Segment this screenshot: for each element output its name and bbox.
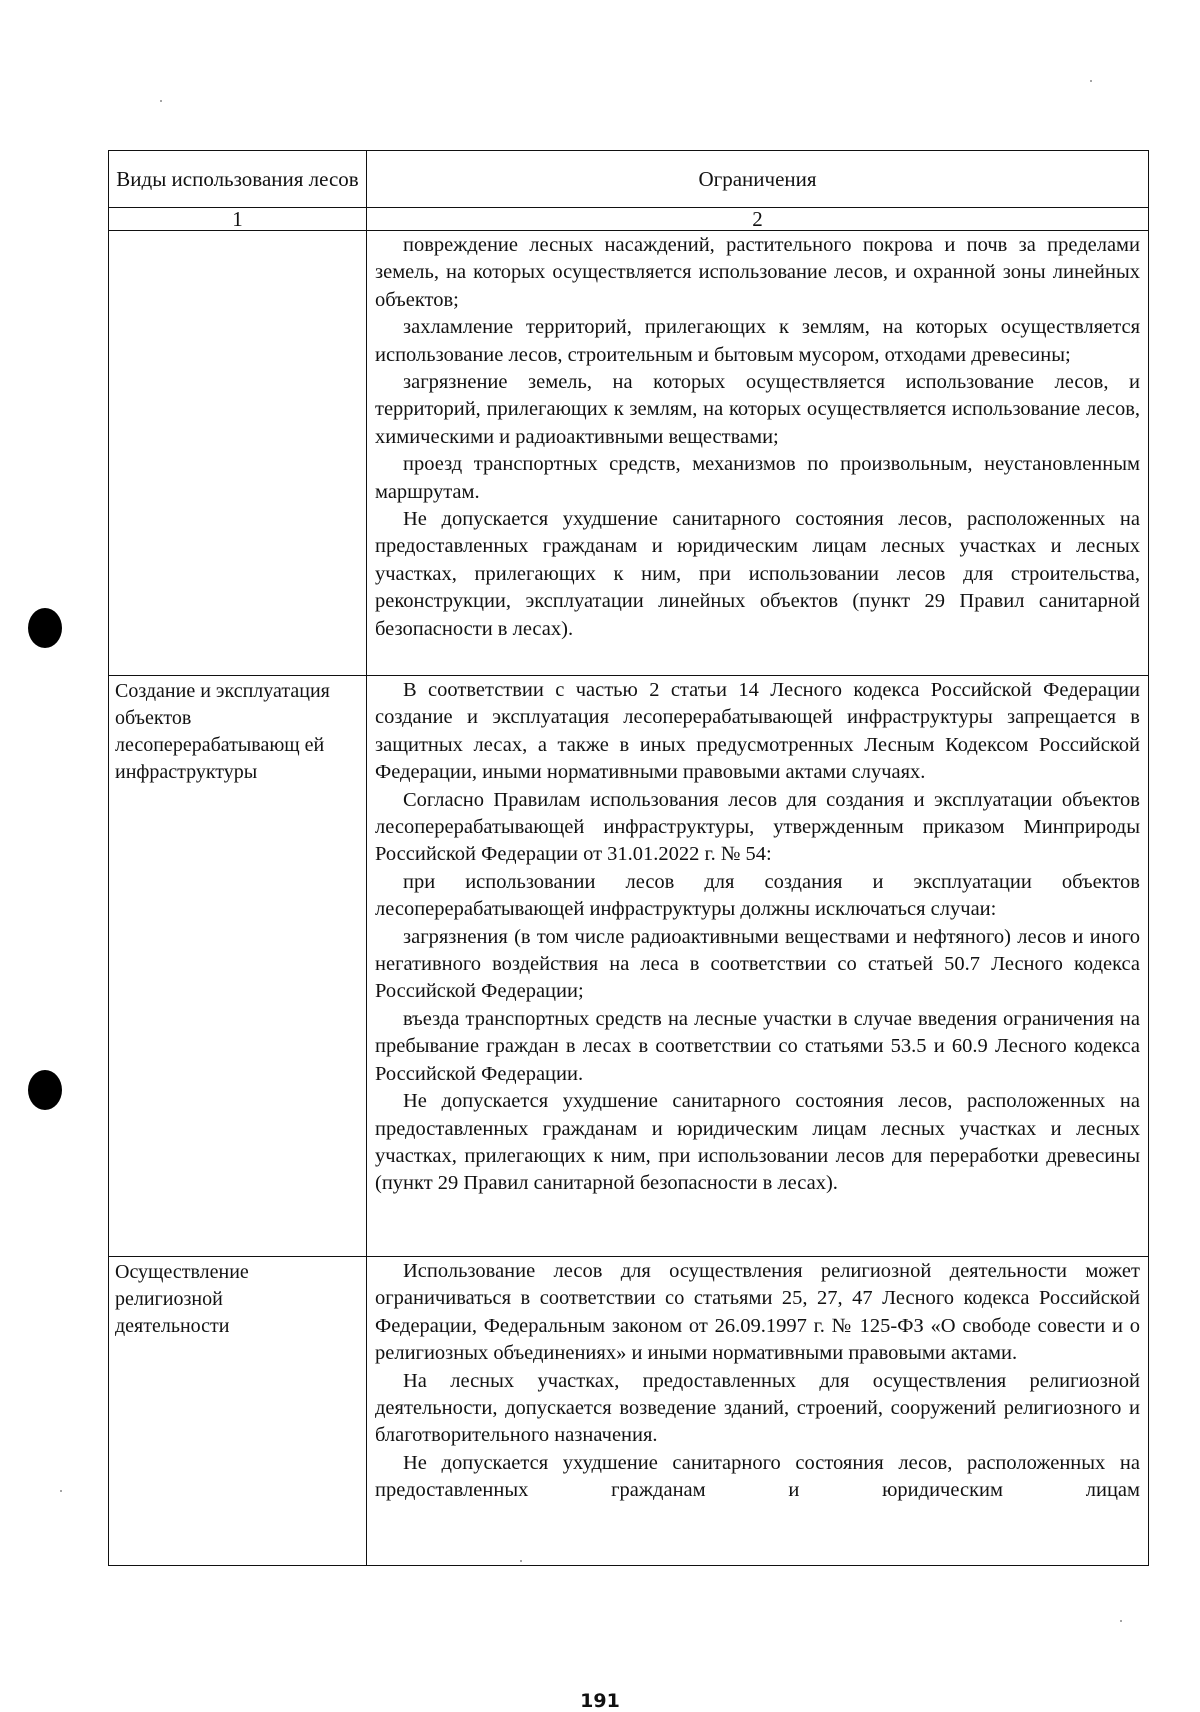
paragraph: при использовании лесов для создания и эксплуатации объектов лесоперерабатывающей инфраструктуры должны исключаться случаи: — [375, 870, 1140, 921]
header-cell-kinds: Виды использования лесов — [109, 151, 367, 208]
kind-cell — [109, 231, 367, 676]
restrictions-cell — [367, 1257, 1149, 1566]
paragraph: повреждение лесных насаждений, растительного покрова и почв за пределами земель, на которых осуществляется использование лесов, и охранной зоны линейных объектов; — [375, 234, 1140, 311]
column-number-1: 1 — [109, 208, 367, 231]
paragraph: загрязнения (в том числе радиоактивными веществами и нефтяного) лесов и иного негативного воздействия на леса в соответствии со статьей 50.7 Лесного кодекса Российской Федерации; — [375, 925, 1140, 1003]
paragraph: На лесных участках, предоставленных для осуществления религиозной деятельности, допускается возведение зданий, строений, сооружений религиозного и благотворительного назначения. — [375, 1369, 1140, 1447]
paragraph: въезда транспортных средств на лесные участки в случае введения ограничения на пребывание граждан в лесах в соответствии со статьями 53.5 и 60.9 Лесного кодекса Российской Федерации. — [375, 1007, 1140, 1085]
paragraph: Согласно Правилам использования лесов для создания и эксплуатации объектов лесоперерабатывающей инфраструктуры, утвержденным приказом Минприроды Российской Федерации от 31.01.2022 г. № 54: — [375, 788, 1140, 866]
scan-speck — [60, 1490, 62, 1492]
paragraph: проезд транспортных средств, механизмов по произвольным, неустановленным маршрутам. — [375, 453, 1140, 503]
column-number-2: 2 — [367, 208, 1149, 231]
kind-text: Осуществление религиозной деятельности — [115, 1261, 249, 1337]
paragraph: В соответствии с частью 2 статьи 14 Лесного кодекса Российской Федерации создание и эксплуатация лесоперерабатывающей инфраструктуры запрещается в защитных лесах, а также в иных предусмотренных Лесным Кодексом Российской Федерации, иными нормативными правовыми актами случаях. — [375, 679, 1140, 784]
header-row — [109, 151, 1149, 208]
numbering-row — [109, 208, 1149, 231]
page-number: 191 — [580, 1690, 620, 1712]
scan-speck — [1090, 80, 1092, 82]
paragraph: Не допускается ухудшение санитарного состояния лесов, расположенных на предоставленных гражданам и юридическим лицам — [375, 1451, 1140, 1502]
header-cell-restrictions: Ограничения — [367, 151, 1149, 208]
table-row — [109, 676, 1149, 1257]
restrictions-cell — [367, 676, 1149, 1257]
paragraph: захламление территорий, прилегающих к землям, на которых осуществляется использование лесов, строительным и бытовым мусором, отходами древесины; — [375, 316, 1140, 366]
paragraph: Не допускается ухудшение санитарного состояния лесов, расположенных на предоставленных гражданам и юридическим лицам лесных участках и лесных участках, прилегающих к ним, при использовании лесов для строительства, реконструкции, эксплуатации линейных объектов (пункт 29 Правил санитарной безопасности в лесах). — [375, 508, 1140, 640]
table-row — [109, 1257, 1149, 1566]
paragraph: загрязнение земель, на которых осуществляется использование лесов, и территорий, прилегающих к землям, на которых осуществляется использование лесов, химическими и радиоактивными веществами; — [375, 371, 1140, 448]
paragraph: Не допускается ухудшение санитарного состояния лесов, расположенных на предоставленных гражданам и юридическим лицам лесных участках и лесных участках, прилегающих к ним, при использовании лесов для переработки древесины (пункт 29 Правил санитарной безопасности в лесах). — [375, 1090, 1140, 1195]
kind-cell — [109, 676, 367, 1257]
scan-speck — [1120, 1620, 1122, 1622]
paragraph: Использование лесов для осуществления религиозной деятельности может ограничиваться в соответствии со статьями 25, 27, 47 Лесного кодекса Российской Федерации, Федеральным законом от 26.09.1997 г. № 125-ФЗ «О свободе совести и о религиозных объединениях» и иными нормативными правовыми актами. — [375, 1260, 1140, 1365]
scan-speck — [520, 1560, 522, 1562]
table-row — [109, 231, 1149, 676]
punch-hole-top — [28, 608, 62, 648]
punch-hole-bottom — [28, 1070, 62, 1110]
kind-cell — [109, 1257, 367, 1566]
restrictions-cell — [367, 231, 1149, 676]
scan-speck — [160, 100, 162, 102]
kind-text: Создание и эксплуатация объектов лесоперерабатывающ ей инфраструктуры — [115, 680, 330, 783]
restrictions-table — [108, 150, 1149, 1566]
